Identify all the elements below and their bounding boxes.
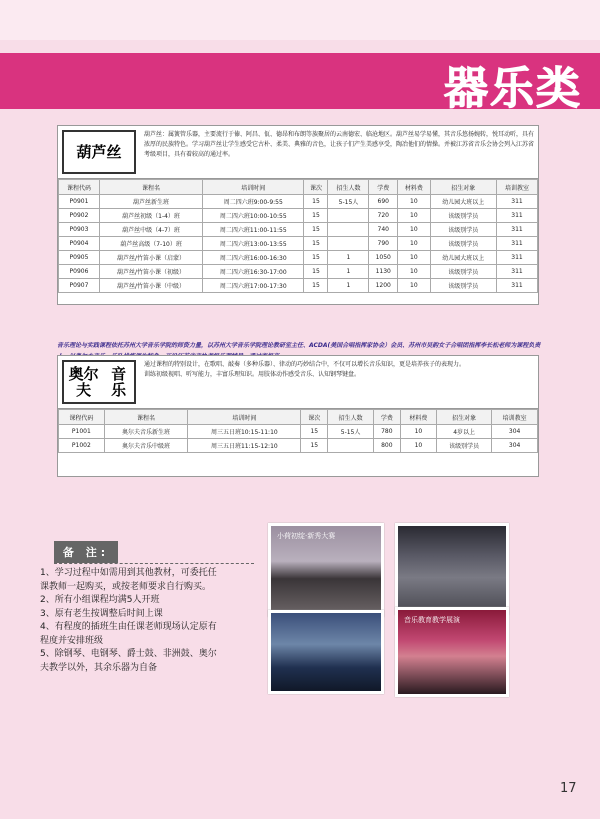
table-cell: P0905 xyxy=(59,251,100,265)
table-cell xyxy=(328,223,369,237)
table-cell: 10 xyxy=(398,223,431,237)
column-header: 课程代码 xyxy=(59,410,105,425)
table-cell: 奥尔夫音乐新生班 xyxy=(104,425,188,439)
table-cell: 311 xyxy=(496,279,537,293)
column-header: 课程代码 xyxy=(59,180,100,195)
orff-course-card xyxy=(57,355,539,477)
event-photo-group xyxy=(268,523,384,617)
table-cell: 该级别学员 xyxy=(430,279,496,293)
table-cell: 该级别学员 xyxy=(430,265,496,279)
table-header-row xyxy=(59,180,538,195)
column-header: 课程名 xyxy=(99,180,202,195)
hulusi-course-card xyxy=(57,125,539,305)
column-header: 招生对象 xyxy=(437,410,492,425)
column-header: 招生人数 xyxy=(328,180,369,195)
table-cell: 10 xyxy=(398,265,431,279)
column-header: 课次 xyxy=(301,410,328,425)
table-cell: 10 xyxy=(398,251,431,265)
table-cell xyxy=(328,237,369,251)
table-cell: 周二四六班17:00-17:30 xyxy=(203,279,304,293)
table-cell: 10 xyxy=(398,237,431,251)
table-cell: 5-15人 xyxy=(328,195,369,209)
table-cell: 311 xyxy=(496,223,537,237)
table-cell xyxy=(328,209,369,223)
column-header: 学费 xyxy=(373,410,400,425)
table-row xyxy=(59,223,538,237)
table-row xyxy=(59,251,538,265)
table-cell: 15 xyxy=(301,439,328,453)
table-row xyxy=(59,195,538,209)
table-cell: 周二四六班10:00-10:55 xyxy=(203,209,304,223)
table-cell: 15 xyxy=(304,209,328,223)
table-cell: 周二四六班9:00-9:55 xyxy=(203,195,304,209)
event-photo-performance xyxy=(395,523,509,615)
table-cell: 葫芦丝初级（1-4）班 xyxy=(99,209,202,223)
orff-description-line: 训练初级视唱、听写能力，丰富乐理知识。用肢体动作感受音乐、认知钢琴键盘。 xyxy=(144,371,361,378)
hulusi-description: 葫芦丝：属簧管乐器，主要流行于傣、阿昌、佤、德昂和布朗等族聚居的云南德宏、临沧地区。葫芦丝易学易懂，其音乐悠扬婉转，悦耳动听，具有浓厚的民族特色。学习葫芦丝让学生感受它古朴、柔美、典雅的音色，让孩子们产生美感享受，陶冶他们的情操。并被江苏省音乐会协会列入江苏省考级项目，具有着较高的通过率。 xyxy=(144,131,535,158)
orff-name-line2: 音 乐 xyxy=(111,365,127,399)
table-cell: P1002 xyxy=(59,439,105,453)
column-header: 培训教室 xyxy=(496,180,537,195)
note-item: 课教师一起购买，或按老师要求自行购买。 xyxy=(40,581,212,592)
table-cell: 周二四六班16:30-17:00 xyxy=(203,265,304,279)
note-item: 程度并安排班级 xyxy=(40,635,104,646)
table-cell: P0902 xyxy=(59,209,100,223)
table-cell: 311 xyxy=(496,209,537,223)
table-row xyxy=(59,209,538,223)
table-cell: 10 xyxy=(398,209,431,223)
table-row xyxy=(59,279,538,293)
table-cell: 葫芦丝/竹笛小课（初级） xyxy=(99,265,202,279)
table-cell: P0901 xyxy=(59,195,100,209)
orff-description-line: 通过课程的特别设计，在歌唱、敲奏（多种乐器）、律动的巧妙结合中，不仅可以增长音乐知识，更是培养孩子的表现力。 xyxy=(144,361,466,368)
table-cell: 15 xyxy=(304,223,328,237)
orff-name-line1: 奥尔夫 xyxy=(68,365,99,399)
table-cell: 15 xyxy=(304,251,328,265)
table-cell: 葫芦丝高级（7-10）班 xyxy=(99,237,202,251)
table-cell: 15 xyxy=(304,237,328,251)
orff-course-table xyxy=(58,409,538,453)
table-cell: 葫芦丝/竹笛小课（中级） xyxy=(99,279,202,293)
table-cell xyxy=(328,439,374,453)
event-photo-piano-recital xyxy=(395,607,509,697)
table-cell: 该级别学员 xyxy=(430,237,496,251)
table-cell: 奥尔夫音乐中级班 xyxy=(104,439,188,453)
column-header: 招生对象 xyxy=(430,180,496,195)
table-row xyxy=(59,439,538,453)
table-cell: 311 xyxy=(496,195,537,209)
orff-course-name xyxy=(62,360,136,404)
note-item: 1、学习过程中如需用到其他教材，可委托任 xyxy=(40,568,217,578)
table-cell: 周三五日班10:15-11:10 xyxy=(188,425,301,439)
table-cell: 311 xyxy=(496,251,537,265)
note-item: 2、所有小组课程均满5人开班 xyxy=(40,595,160,605)
table-cell: 15 xyxy=(304,195,328,209)
notes-label: 备 注: xyxy=(54,541,118,563)
note-item: 夫教学以外，其余乐器为自备 xyxy=(40,662,158,673)
table-cell: 幼儿园大班以上 xyxy=(430,251,496,265)
table-cell: P0906 xyxy=(59,265,100,279)
table-header-row xyxy=(59,410,538,425)
notes-list xyxy=(40,567,266,675)
table-cell: 15 xyxy=(304,265,328,279)
photo-caption: 音乐教育教学展演 xyxy=(404,616,460,624)
table-cell: 15 xyxy=(301,425,328,439)
table-row xyxy=(59,265,538,279)
table-cell: 周二四六班11:00-11:55 xyxy=(203,223,304,237)
hulusi-course-name: 葫芦丝 xyxy=(62,130,136,174)
table-cell: 周二四六班13:00-13:55 xyxy=(203,237,304,251)
column-header: 招生人数 xyxy=(328,410,374,425)
table-cell: 葫芦丝中级（4-7）班 xyxy=(99,223,202,237)
table-cell: 10 xyxy=(398,279,431,293)
table-cell: 葫芦丝新生班 xyxy=(99,195,202,209)
column-header: 培训时间 xyxy=(203,180,304,195)
table-cell: 5-15人 xyxy=(328,425,374,439)
column-header: 课程名 xyxy=(104,410,188,425)
table-cell: P0903 xyxy=(59,223,100,237)
table-cell: 790 xyxy=(369,237,398,251)
table-cell: 304 xyxy=(492,425,538,439)
column-header: 课次 xyxy=(304,180,328,195)
table-cell: 15 xyxy=(304,279,328,293)
table-cell: 10 xyxy=(400,425,436,439)
table-cell: 690 xyxy=(369,195,398,209)
notes-divider xyxy=(54,563,254,564)
top-band xyxy=(0,0,600,40)
table-cell: 1 xyxy=(328,265,369,279)
note-item: 3、原有老生按调整后时间上课 xyxy=(40,608,163,619)
table-cell: 该级别学员 xyxy=(430,209,496,223)
table-cell: 1130 xyxy=(369,265,398,279)
table-cell: 周二四六班16:00-16:30 xyxy=(203,251,304,265)
table-cell: 720 xyxy=(369,209,398,223)
hulusi-course-table xyxy=(58,179,538,293)
table-row xyxy=(59,237,538,251)
table-cell: 周三五日班11:15-12:10 xyxy=(188,439,301,453)
table-cell: 葫芦丝/竹笛小课（启蒙） xyxy=(99,251,202,265)
table-cell: 该级别学员 xyxy=(437,439,492,453)
table-cell: 幼儿园大班以上 xyxy=(430,195,496,209)
column-header: 学费 xyxy=(369,180,398,195)
table-cell: P1001 xyxy=(59,425,105,439)
table-cell: 311 xyxy=(496,237,537,251)
orff-intro xyxy=(58,356,538,409)
note-item: 4、有程度的插班生由任课老师现场认定原有 xyxy=(40,622,217,632)
table-cell: 304 xyxy=(492,439,538,453)
section-title: 器乐类 xyxy=(444,63,582,114)
table-cell: P0907 xyxy=(59,279,100,293)
table-row xyxy=(59,425,538,439)
music-theory-promo: 音乐理论与实践课程依托苏州大学音乐学院的师资力量，以苏州大学音乐学院理论教研室主任、ACDA(美国合唱指挥家协会）会员、苏州市吴韵女子合唱团指挥李长松老师为课程负责 xyxy=(57,342,541,349)
hulusi-intro xyxy=(58,126,538,179)
column-header: 材料费 xyxy=(398,180,431,195)
column-header: 材料费 xyxy=(400,410,436,425)
table-cell: 该级别学员 xyxy=(430,223,496,237)
photo-caption: 小荷初绽·新秀大赛 xyxy=(277,532,336,540)
table-cell: 10 xyxy=(400,439,436,453)
table-cell: 10 xyxy=(398,195,431,209)
table-cell: 1 xyxy=(328,279,369,293)
column-header: 培训教室 xyxy=(492,410,538,425)
table-cell: P0904 xyxy=(59,237,100,251)
page-number: 17 xyxy=(560,781,577,796)
table-cell: 740 xyxy=(369,223,398,237)
table-cell: 780 xyxy=(373,425,400,439)
event-photo-speech xyxy=(268,610,384,694)
table-cell: 311 xyxy=(496,265,537,279)
column-header: 培训时间 xyxy=(188,410,301,425)
table-cell: 1050 xyxy=(369,251,398,265)
table-cell: 4岁以上 xyxy=(437,425,492,439)
table-cell: 800 xyxy=(373,439,400,453)
note-item: 5、除钢琴、电钢琴、爵士鼓、非洲鼓、奥尔 xyxy=(40,649,217,659)
orff-description xyxy=(140,356,538,408)
table-cell: 1 xyxy=(328,251,369,265)
table-cell: 1200 xyxy=(369,279,398,293)
